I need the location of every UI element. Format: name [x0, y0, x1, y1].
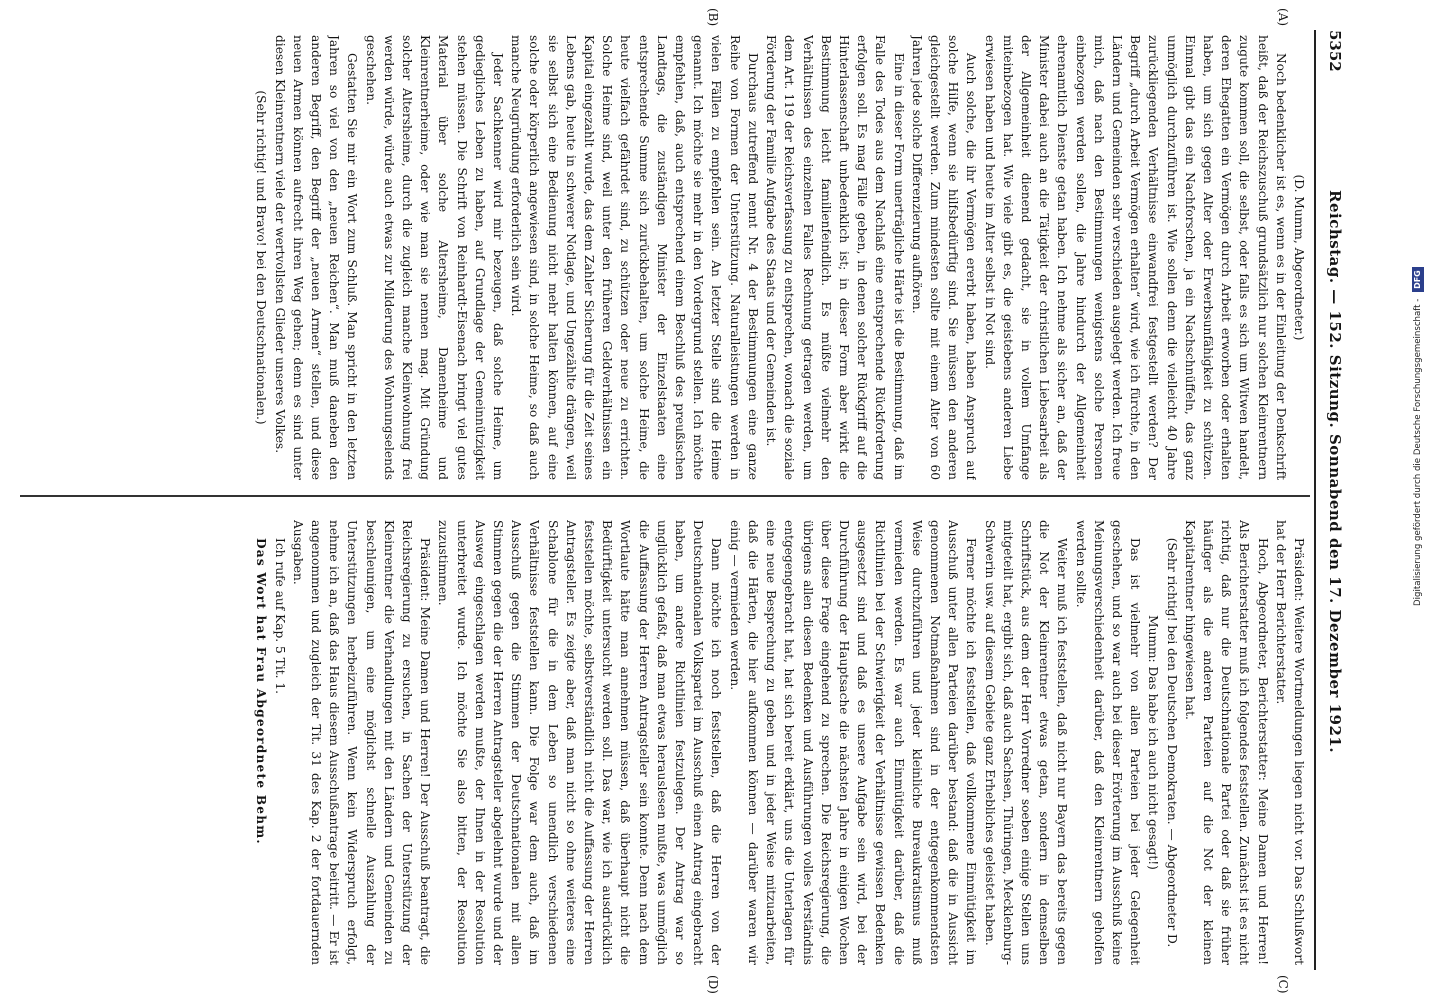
- paragraph: Auch solche, die ihr Vermögen ererbt haben, haben Anspruch auf solche Hilfe, wenn sie hilfsbedürftig sind. Sie müssen den anderen gleichgestellt werden. Zum mindesten sollte mit einem Alter von 60 Jahren jede solche Differenzierung aufhören.: [909, 35, 979, 480]
- page-header: [1320, 30, 1350, 970]
- paragraph: Präsident: Meine Damen und Herren! Der Ausschuß beantragt, die Reichsregierung zu ersuchen, in Sachen der Unterstützung der Kleinrentner die Verhandlungen mit den Ländern und Gemeinden zu beschleunigen, um eine möglichst schnelle Auszahlung der Unterstützungen herbeizuführen. Wenn kein Widerspruch erfolgt, nehme ich an, daß das Haus diesem Ausschußantrage beitritt. — Er ist angenommen und zugleich der Tit. 31 des Kap. 2 der fortdauernden Ausgaben.: [290, 520, 433, 965]
- paragraph: Dann möchte ich noch feststellen, daß die Herren von der Deutschnationalen Volkspartei im Ausschuß einen Antrag eingebracht haben, um andere Richtlinien festzulegen. Der Antrag war so unglücklich gefaßt, daß man etwas herauslesen mußte, was unmöglich die Auffassung der Herren Antragsteller sein konnte. Denn nach dem Wortlaute hätte man annehmen müssen, daß überhaupt nicht die Bedürftigkeit untersucht werden soll. Das war, wie ich ausdrücklich feststellen möchte, selbstverständlich nicht die Auffassung der Herren Antragsteller. Es zeigte aber, daß man nicht so ohne weiteres eine Schablone für die in dem Leben so unendlich verschiedenen Verhältnisse feststellen kann. Die Folge war dem auch, daß im Ausschuß gegen die Stimmen der Deutschnationalen mit allen Stimmen gegen die der Herren Antragsteller abgelehnt wurde und der Ausweg eingeschlagen werden mußte, der Ihnen in der Resolution unterbreitet wurde. Ich möchte Sie also bitten, der Resolution zuzustimmen.: [436, 520, 724, 965]
- paragraph: Präsident: Weitere Wortmeldungen liegen nicht vor. Das Schlußwort hat der Herr Berichterstatter.: [1273, 520, 1306, 965]
- paragraph: Das ist vielmehr von allen Parteien bei jeder Gelegenheit geschehen, und so war auch bei dieser Erörterung im Ausschuß keine Meinungsverschiedenheit darüber, daß den Kleinrentnern geholfen werden sollte.: [1073, 520, 1143, 965]
- paragraph: Hoch, Abgeordneter, Berichterstatter: Meine Damen und Herren! Als Berichterstatter muß ich folgendes feststellen. Zunächst ist es nicht richtig, daß nur die Deutschnationale Partei oder daß sie früher häufiger als die anderen Parteien auf die Not der kleinen Kapitalrentner hingewiesen hat.: [1182, 520, 1270, 965]
- applause-note: (Sehr richtig! und Bravo! bei den Deutschnationalen.): [254, 90, 269, 425]
- paragraph: Ferner möchte ich feststellen, daß vollkommene Einmütigkeit im Ausschuß unter allen Parteien darüber bestand: daß die in Aussicht genommenen Notmaßnahmen sind in der entgegenkommendsten Weise durchzuführen und jeder kleinliche Bureaukratismus muß vermieden werden. Es war auch Einmütigkeit darüber, daß die Richtlinien bei der Schwierigkeit der Verhältnisse gewissen Bedenken ausgesetzt sind und daß es unsere Aufgabe sein wird, bei der Durchführung der Hauptsache die nächsten Jahre in einigen Wochen über diese Frage eingehend zu sprechen. Die Reichsregierung, die übrigens allen diesen Bedenken und Ausführungen volles Verständnis entgegengebracht hat, hat sich bereit erklärt, uns die Unterlagen für eine neue Besprechung zu geben und in jeder Weise mitzuarbeiten, daß die Härten, die hier aufkommen können — darüber waren wir einig — vermieden werden.: [727, 520, 979, 965]
- paragraph: Ich rufe auf Kap. 5 Tit. 1.: [272, 538, 287, 694]
- margin-letter-d: (D): [706, 975, 720, 994]
- paragraph: Jeder Sachkenner wird mir bezeugen, daß solche Heime, um gediegliches Leben zu haben, auf Grundlage der Gemeinnützigkeit stehen müssen. Die Schrift von Reinhardt-Eisenach bringt viel gutes Material über solche Altersheime, Damenheime und Kleinrentnerheime, oder wie man sie nennen mag. Mit Gründung solcher Altersheime, durch die zugleich manche Kleinwohnung frei werden würde, würde auch etwas zur Milderung des Wohnungselends geschehen.: [363, 35, 506, 480]
- margin-letter-b: (B): [706, 8, 720, 27]
- dfg-logo-icon: DFG: [1412, 267, 1424, 292]
- header-rule: [1314, 30, 1316, 970]
- right-column: [28, 520, 1308, 965]
- paragraph: Noch bedenklicher ist es, wenn es in der Einleitung der Denkschrift heißt, daß der Reichszuschuß grundsätzlich nur solchen Kleinrentnern zugute kommen soll, die selbst, oder falls es sich um Witwen handelt, deren Ehegatten ein Vermögen durch Arbeit erworben oder erhalten haben, um sich gegen Alter oder Erwerbsunfähigkeit zu schützen. Einmal gibt das ein Nachforschen, ja ein Nachschnüffeln, das ganz unmöglich durchzuführen ist. Wie sollen denn die vielleicht 40 Jahre zurückliegenden Verhältnisse einwandfrei festgestellt werden? Der Begriff „durch Arbeit Vermögen erhalten“ wird, wie ich fürchte, in den Ländern und Gemeinden sehr verschieden ausgelegt werden. Ich freue mich, daß nach den Bestimmungen wenigstens solche Personen einbezogen werden sollen, die Jahre hindurch der Allgemeinheit ehrenamtlich Dienste getan haben. Ich nehme als sicher an, daß der Minister dabei auch an die Tätigkeit der christlichen Liebesarbeit als der Allgemeinheit dienend gedacht, sie in vollem Umfange miteinbezogen hat. Wie viele gibt es, die geistebens anderen Liebe erwiesen haben und heute im Alter selbst in Not sind.: [982, 35, 1288, 480]
- digitization-note: Digitalisierung gefördert durch die Deutsche Forschungsgemeinschaft -: [1413, 298, 1423, 606]
- column-divider: [20, 495, 1310, 497]
- paragraph: Eine in dieser Form unerträgliche Härte ist die Bestimmung, daß im Falle des Todes aus dem Nachlaß eine entsprechende Rückforderung erfolgen soll. Es mag Fälle geben, in denen solcher Rückgriff auf die Hinterlassenschaft unbedenklich ist; in dieser Form aber wirkt die Bestimmung leicht familienfeindlich. Es müßte vielmehr den Verhältnissen des einzelnen Falles Rechnung getragen werden, um dem Art. 119 der Reichsverfassung zu entsprechen, wonach die soziale Förderung der Familie Aufgabe des Staats und der Gemeinden ist.: [764, 35, 906, 480]
- paragraph: Gestatten Sie mir ein Wort zum Schluß. Man spricht in den letzten Jahren so viel von den „neuen Reichen“. Man muß daneben den anderen Begriff, den Begriff der „neuen Armen“ stellen, und diese neuen Armen können aufrecht ihren Weg gehen; denn es sind unter diesen Kleinrentnern viele der wertvollsten Glieder unseres Volkes.: [272, 35, 360, 480]
- paragraph: Das Wort hat Frau Abgeordnete Behm.: [254, 538, 269, 845]
- page-number: 5352: [1326, 30, 1344, 72]
- paragraph: Weiter muß ich feststellen, daß nicht nur Bayern das bereits gegen die Not der Kleinrentner etwas getan, sondern in demselben Schriftstück, aus dem der Herr Vorredner soeben einige Stellen uns mitgeteilt hat, ergibt sich, daß auch Sachsen, Thüringen, Mecklenburg-Schwerin usw. auf diesem Gebiete ganz Erhebliches geleistet haben.: [982, 520, 1070, 965]
- margin-letter-c: (C): [1276, 975, 1290, 994]
- speaker-line: (D. Mumm, Abgeordneter.): [1292, 174, 1306, 341]
- running-title: Reichstag. — 152. Sitzung. Sonnabend den 17. Dezember 1921.: [1326, 190, 1344, 754]
- digitization-footer: [1406, 216, 1430, 606]
- paragraph: Durchaus zutreffend nennt Nr. 4 der Bestimmungen eine ganze Reihe von Formen der Unterstützung. Naturalleistungen werden in vielen Fällen zu empfehlen sein. An letzter Stelle sind die Heime genannt. Ich möchte sie mehr in den Vordergrund stellen. Ich möchte empfehlen, daß, auch entsprechend einem Beschluß des preußischen Landtags, die zuständigen Minister der Einzelstaaten eine entsprechende Summe sich zurückbehalten, um solche Heime, die heute vielfach gefährdet sind, zu schützen oder neue zu errichten. Solche Heime sind, weil unter den früheren Geldverhältnissen ein Kapital eingezahlt wurde, das dem Zahler Sicherung für die Zeit seines Lebens gab, heute in schwerer Notlage, und Ungezählte drängen, weil sie selbst sich eine Bedienung nicht mehr halten können, auf eine solche oder körperlich angewiesen sind, in solche Heime, so daß auch manche Neugründung erforderlich sein wird.: [509, 35, 760, 480]
- left-column: [28, 35, 1308, 480]
- margin-letter-a: (A): [1276, 8, 1290, 27]
- interjection: (Sehr richtig! bei den Deutschen Demokraten. — Abgeordneter D. Mumm: Das habe ich auch nicht gesagt!): [1146, 537, 1179, 948]
